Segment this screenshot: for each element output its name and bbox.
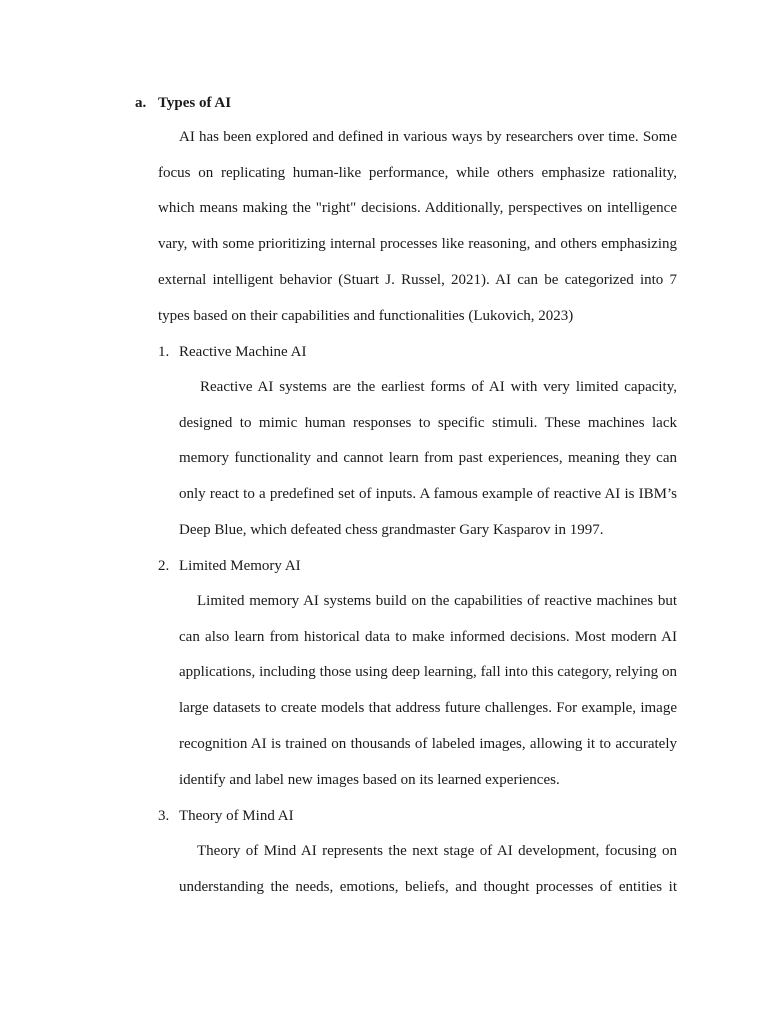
list-item-paragraph: Reactive AI systems are the earliest forms of AI with very limited capacity, designed to mimic human responses to specific stimuli. These machines lack memory functionality and cannot learn from past experiences, meaning they can only react to a predefined set of inputs. A famous example of reactive AI is IBM’s Deep Blue, which defeated chess grandmaster Gary Kasparov in 1997.	[179, 379, 677, 538]
list-item-paragraph: Theory of Mind AI represents the next stage of AI development, focusing on understanding the needs, emotions, beliefs, and thought processes of entities it	[179, 843, 677, 895]
section-marker: a.	[135, 95, 147, 111]
list-item-number: 3.	[158, 808, 170, 824]
list-item-heading	[158, 556, 301, 576]
list-item-paragraph: Limited memory AI systems build on the capabilities of reactive machines but can also learn from historical data to make informed decisions. Most modern AI applications, including those using deep learning, fall into this category, relying on large datasets to create models that address future challenges. For example, image recognition AI is trained on thousands of labeled images, allowing it to accurately identify and label new images based on its learned experiences.	[179, 593, 677, 788]
list-item-heading	[158, 342, 306, 362]
section-title: Types of AI	[158, 95, 232, 111]
list-item-title: Reactive Machine AI	[179, 344, 307, 360]
list-item-title: Theory of Mind AI	[179, 808, 294, 824]
list-item-heading	[158, 806, 294, 826]
list-item-number: 1.	[158, 344, 170, 360]
list-item-number: 2.	[158, 558, 170, 574]
list-item-title: Limited Memory AI	[179, 558, 301, 574]
section-heading	[135, 93, 231, 113]
intro-paragraph: AI has been explored and defined in various ways by researchers over time. Some focus on replicating human-like performance, while others emphasize rationality, which means making the "right" decisions. Additionally, perspectives on intelligence vary, with some prioritizing internal processes like reasoning, and others emphasizing external intelligent behavior (Stuart J. Russel, 2021). AI can be categorized into 7 types based on their capabilities and functionalities (Lukovich, 2023)	[158, 129, 677, 324]
